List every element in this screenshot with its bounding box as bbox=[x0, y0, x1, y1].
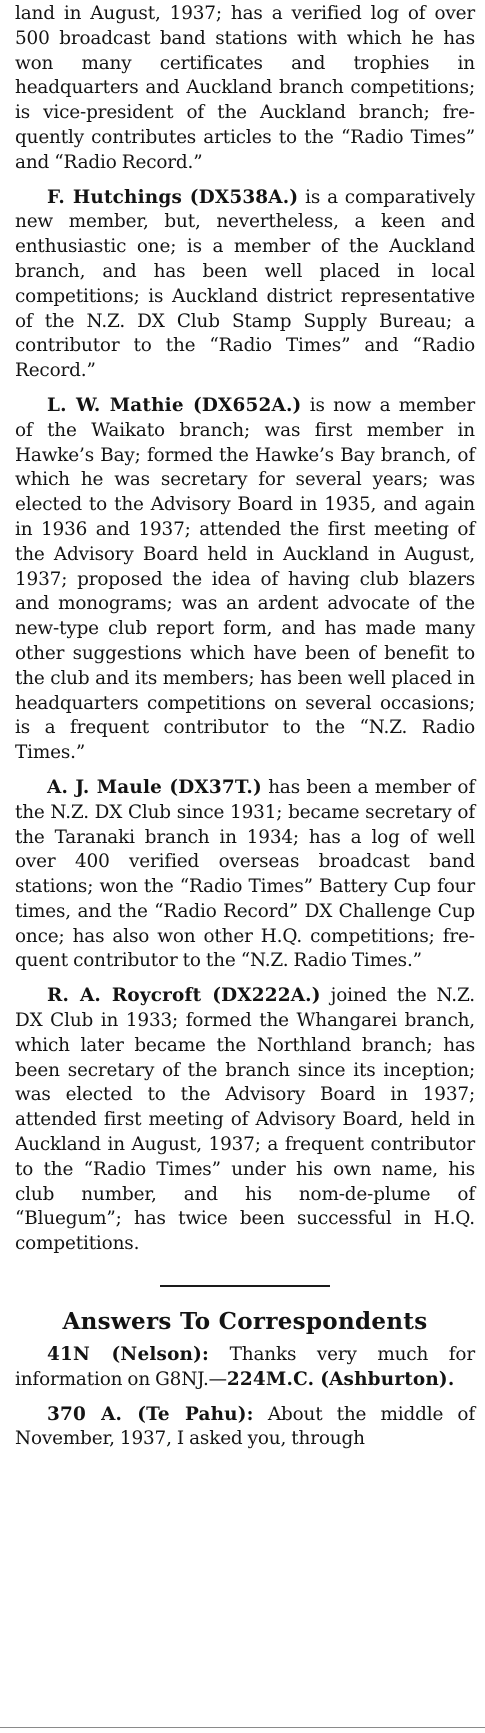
answer-text: Thanks very much for information on G8NJ.— bbox=[15, 1344, 475, 1390]
answer-paragraph-te-pahu bbox=[15, 1403, 475, 1453]
page-bottom-edge bbox=[0, 1727, 485, 1728]
bio-text: is now a member of the Waikato branch; was first member in Hawke’s Bay; formed the Hawke’s Bay branch, of which he was secretary for several years; was elected to the Advisory Board in 1935, and again in 1936 and 1937; attended the first meeting of the Advisory Board held in Auckland in August, 1937; proposed the idea of having club blazers and monograms; was an ardent advocate of the new-type club report form, and has made many other suggestions which have been of benefit to the club and its members; has been well placed in headquarters competitions on several occasions; is a frequent contributor to the “N.Z. Radio Times.” bbox=[15, 394, 475, 764]
member-name: L. W. Mathie (DX652A.) bbox=[47, 394, 302, 416]
answer-text: About the middle of November, 1937, I asked you, through bbox=[15, 1403, 475, 1450]
section-divider bbox=[160, 1285, 330, 1287]
bio-text: has been a member of the N.Z. DX Club since 1931; became secretary of the Taranaki branch in 1934; has a log of well over 400 verified overseas broadcast band stations; won the “Radio Times” Battery Cup four times, and the “Radio Record” DX Challenge Cup once; has also won other H.Q. competitions; frequent contributor to the “N.Z. Radio Times.” bbox=[15, 776, 476, 972]
correspondent-name: 41N (Nelson): bbox=[47, 1344, 210, 1366]
bio-paragraph-maule bbox=[15, 776, 475, 974]
intro-paragraph bbox=[15, 2, 475, 176]
bio-paragraph-hutchings bbox=[15, 186, 475, 384]
bio-text: is a comparatively new member, but, nevertheless, a keen and enthusiastic one; is a member of the Auckland branch, and has been well placed in local competitions; is Auckland district representative of the N.Z. DX Club Stamp Supply Bureau; a contributor to the “Radio Times” and “Radio Record.” bbox=[15, 186, 475, 382]
section-heading: Answers To Correspondents bbox=[62, 1308, 428, 1336]
intro-text: land in August, 1937; has a verified log of over 500 broadcast band stations with which he has won many certificates and trophies in headquarters and Auckland branch competitions; is vice-president of the Auckland branch; frequently contributes articles to the “Radio Times” and “Radio Record.” bbox=[15, 3, 475, 173]
bio-paragraph-mathie bbox=[15, 394, 475, 766]
answer-paragraph-nelson bbox=[15, 1343, 475, 1393]
member-name: A. J. Maule (DX37T.) bbox=[47, 776, 262, 798]
member-name: F. Hutchings (DX538A.) bbox=[47, 186, 299, 208]
member-name: R. A. Roycroft (DX222A.) bbox=[47, 985, 321, 1007]
article-column bbox=[15, 0, 475, 1452]
bio-paragraph-roycroft bbox=[15, 984, 475, 1257]
correspondent-name: 370 A. (Te Pahu): bbox=[47, 1403, 254, 1425]
bio-text: joined the N.Z. DX Club in 1933; formed the Whangarei branch, which later became the Northland branch; has been secretary of the branch since its inception; was elected to the Advisory Board in 1937; attended first meeting of Advisory Board, held in Auckland in August, 1937; a frequent contributor to the “Radio Times” under his own name, his club number, and his nom-de-plume of “Bluegum”; has twice been successful in H.Q. competitions. bbox=[15, 985, 475, 1255]
answer-signature: 224M.C. (Ashburton). bbox=[226, 1368, 455, 1390]
